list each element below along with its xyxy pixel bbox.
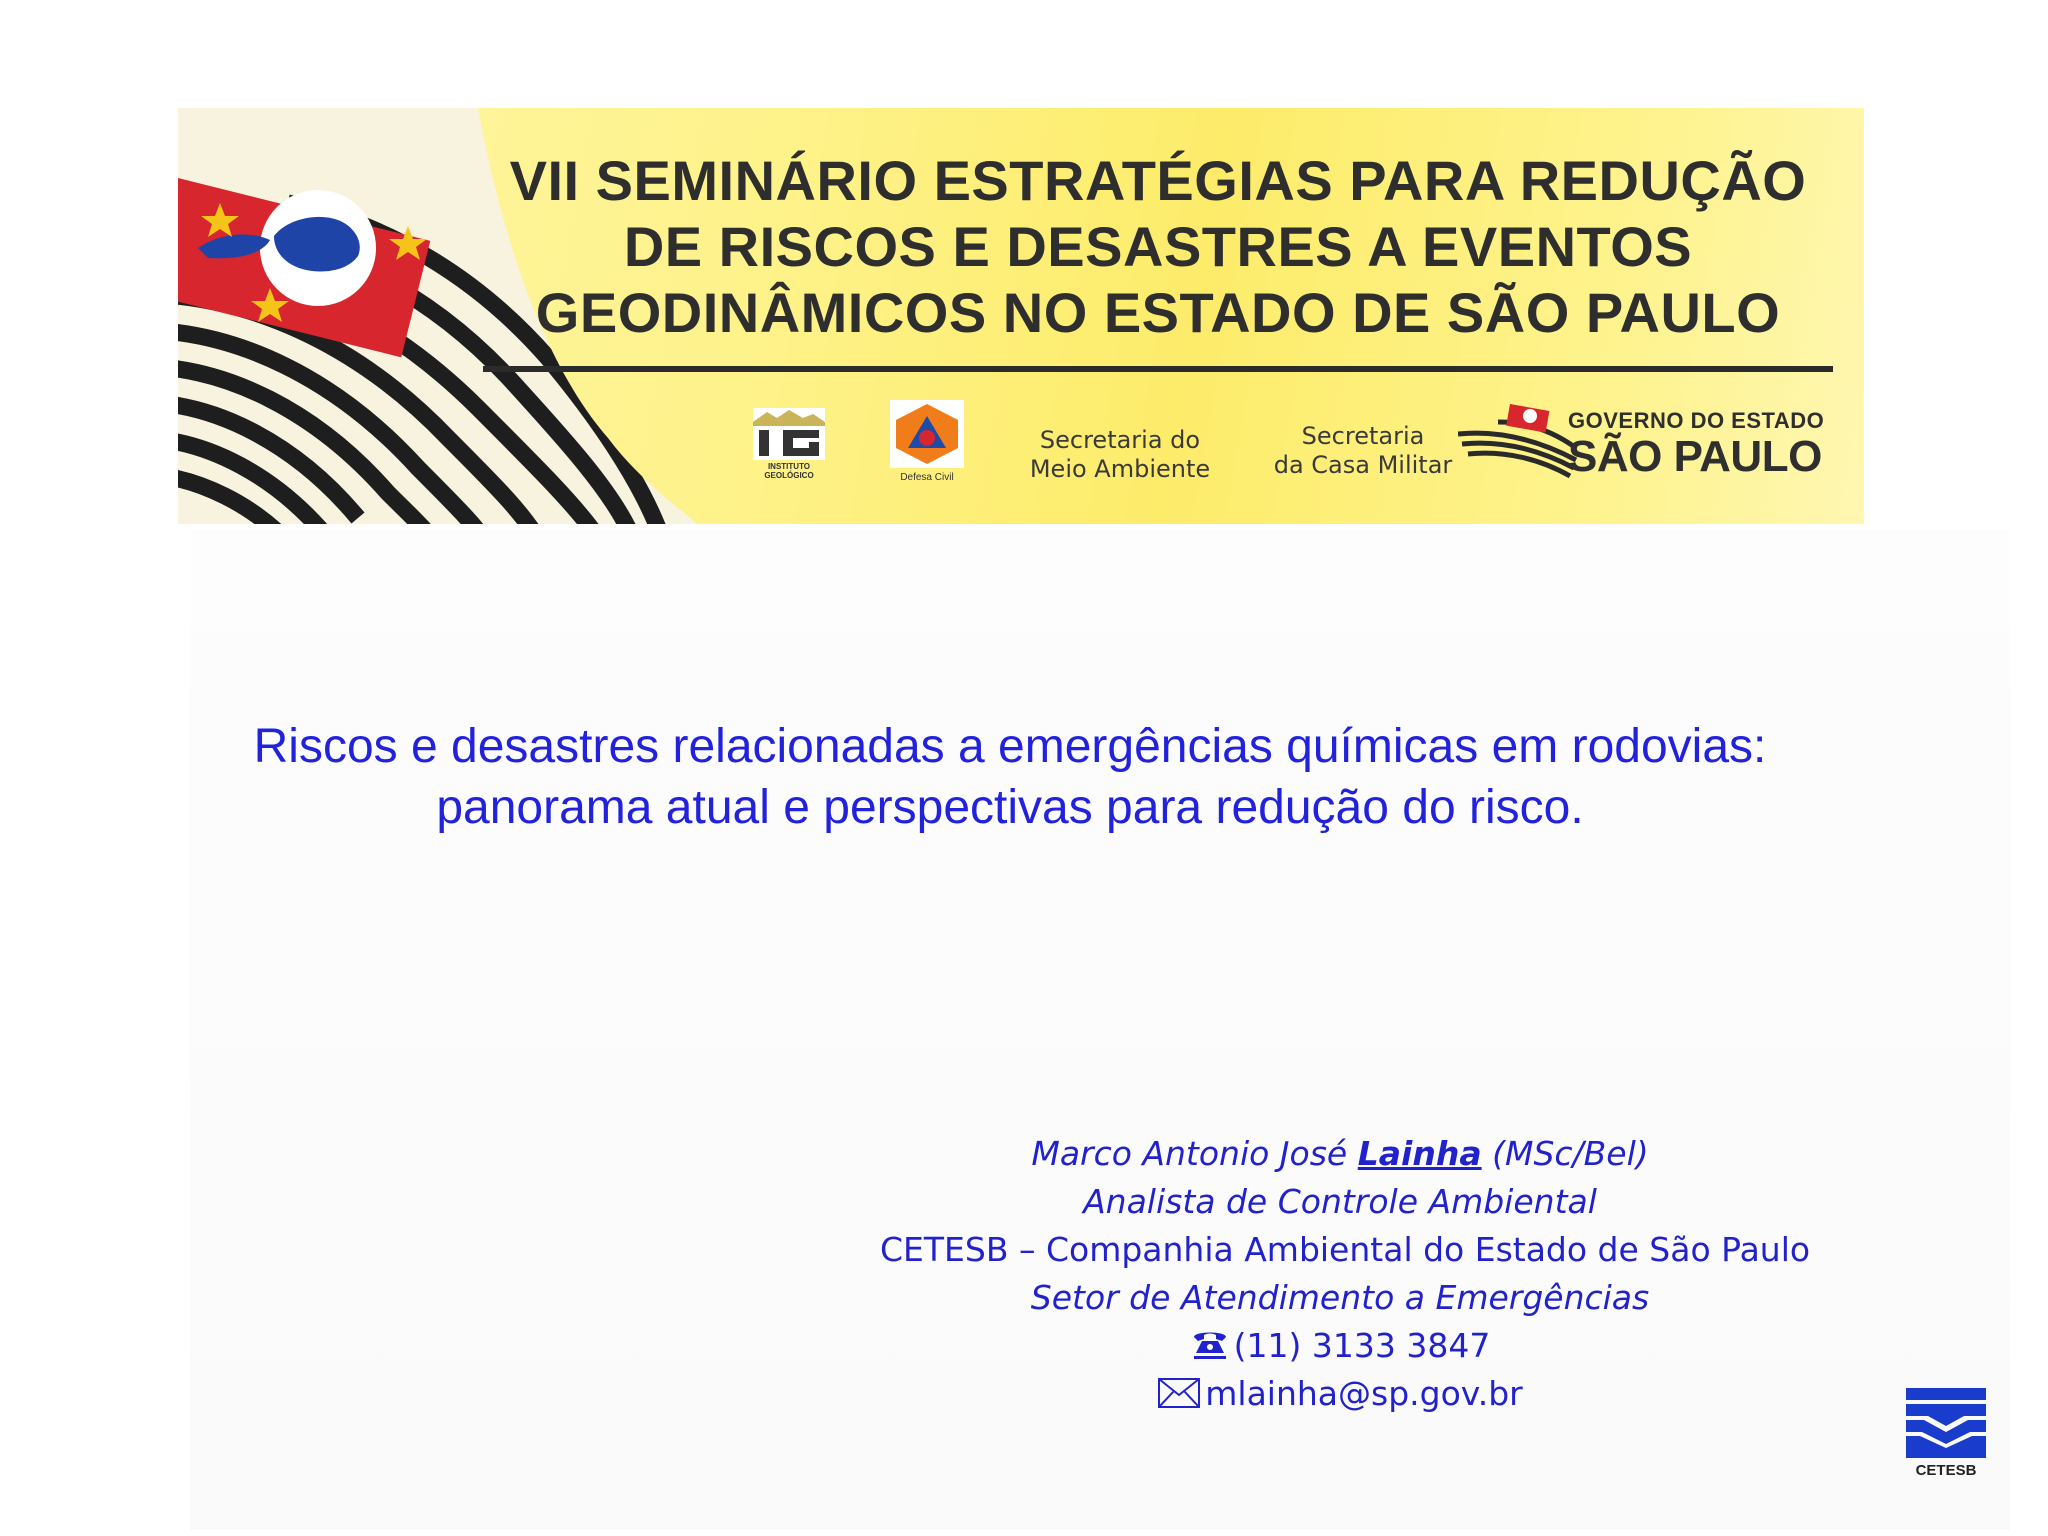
defesa-civil-label: Defesa Civil xyxy=(900,472,954,483)
banner-title-line-3: GEODINÂMICOS NO ESTADO DE SÃO PAULO xyxy=(535,281,1781,344)
envelope-icon xyxy=(1157,1377,1201,1409)
ig-logo xyxy=(753,408,825,482)
governo-logo-line-1: GOVERNO DO ESTADO xyxy=(1568,408,1825,433)
defesa-civil-emblem xyxy=(888,400,966,470)
author-name-line xyxy=(880,1130,1800,1178)
banner-title-line-1: VII SEMINÁRIO ESTRATÉGIAS PARA REDUÇÃO xyxy=(509,149,1807,212)
governo-sp-logo xyxy=(1568,408,1858,480)
cetesb-logo xyxy=(1904,1386,1988,1486)
ig-logo-subtitle: INSTITUTO GEOLÓGICO xyxy=(764,462,814,480)
defesa-civil-logo xyxy=(888,400,966,484)
telephone-icon xyxy=(1190,1327,1230,1361)
banner-title-line-2: DE RISCOS E DESASTRES A EVENTOS xyxy=(623,215,1693,278)
secretaria-meio-ambiente-logo: Secretaria do Meio Ambiente xyxy=(1029,426,1211,483)
secretaria-casa-militar-logo: Secretaria da Casa Militar xyxy=(1273,422,1453,479)
banner-divider xyxy=(483,366,1833,372)
author-organization: CETESB – Companhia Ambiental do Estado de São Paulo xyxy=(880,1230,1811,1269)
presentation-title xyxy=(180,716,1840,838)
author-name: Marco Antonio José xyxy=(1031,1134,1348,1173)
banner-title xyxy=(488,148,1828,346)
author-degree: (MSc/Bel) xyxy=(1492,1134,1649,1173)
author-info xyxy=(880,1130,1811,1418)
governo-sp-flag-mark xyxy=(1458,400,1578,480)
cetesb-label: CETESB xyxy=(1915,1462,1977,1479)
author-surname: Lainha xyxy=(1357,1134,1482,1173)
cetesb-logo-mark xyxy=(1904,1386,1988,1460)
presentation-title-line-2: panorama atual e perspectivas para redução do risco. xyxy=(436,781,1584,834)
author-email-line xyxy=(880,1370,1800,1418)
author-phone-line xyxy=(880,1322,1800,1370)
author-email[interactable]: mlainha@sp.gov.br xyxy=(1205,1374,1523,1413)
author-sector: Setor de Atendimento a Emergências xyxy=(1030,1278,1650,1317)
author-role: Analista de Controle Ambiental xyxy=(1083,1182,1597,1221)
event-banner xyxy=(178,108,1864,524)
governo-logo-line-2: SÃO PAULO xyxy=(1568,432,1822,481)
presentation-title-line-1: Riscos e desastres relacionadas a emergências químicas em rodovias: xyxy=(253,720,1767,773)
ig-logo-mark xyxy=(753,408,825,460)
author-phone: (11) 3133 3847 xyxy=(1233,1326,1491,1365)
